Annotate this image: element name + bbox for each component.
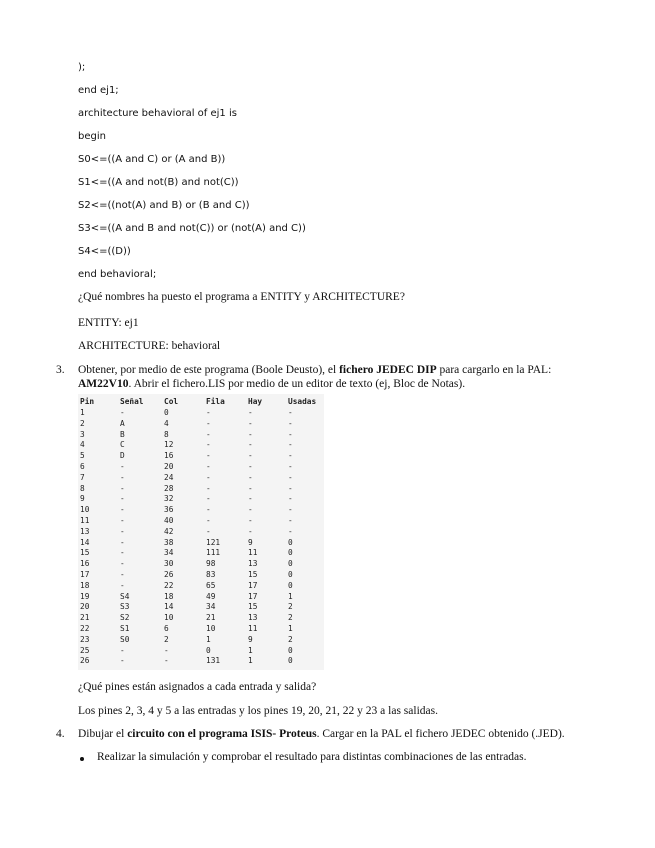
item4-bold: circuito con el programa ISIS- Proteus — [127, 728, 317, 740]
code-line: S2<=((not(A) and B) or (B and C)) — [78, 200, 250, 211]
table-cell: S2 — [120, 613, 130, 623]
table-cell: 17 — [248, 580, 258, 590]
table-cell: 0 — [288, 645, 293, 655]
code-line: S0<=((A and C) or (A and B)) — [78, 154, 226, 165]
table-cell: 40 — [164, 516, 174, 525]
table-cell: - — [248, 483, 253, 493]
code-line: S1<=((A and not(B) and not(C)) — [78, 177, 239, 188]
table-cell: 98 — [206, 559, 216, 569]
table-cell: - — [248, 418, 253, 428]
table-cell: - — [248, 516, 253, 525]
table-cell: 0 — [288, 548, 293, 558]
table-cell: - — [248, 408, 253, 417]
table-cell: - — [288, 418, 293, 428]
table-cell: - — [206, 505, 211, 515]
table-cell: S3 — [120, 602, 130, 612]
table-cell: 28 — [164, 483, 174, 493]
table-cell: 6 — [164, 624, 169, 633]
item3-text-b: para cargarlo en la PAL: — [436, 364, 552, 376]
table-cell: - — [120, 570, 125, 579]
table-cell: - — [120, 494, 125, 504]
table-cell: 38 — [164, 537, 174, 547]
table-cell: S0 — [120, 634, 130, 644]
table-cell: - — [120, 580, 125, 590]
table-cell: 9 — [248, 537, 253, 547]
item4-line — [78, 728, 565, 740]
table-cell: 83 — [206, 570, 216, 579]
item3-text-a: Obtener, por medio de este programa (Boole Deusto), el — [78, 364, 340, 376]
table-cell: - — [248, 429, 253, 439]
table-cell: - — [206, 462, 211, 471]
table-cell: 21 — [80, 613, 90, 623]
item3-line2 — [78, 378, 465, 390]
table-cell: - — [288, 451, 293, 461]
table-cell: 1 — [288, 624, 293, 633]
table-cell: - — [120, 472, 125, 482]
code-line: ); — [78, 62, 86, 73]
table-cell: - — [120, 548, 125, 558]
table-cell: 20 — [80, 602, 90, 612]
table-cell: 22 — [80, 624, 90, 633]
code-line: architecture behavioral of ej1 is — [78, 108, 237, 119]
table-cell: - — [120, 462, 125, 471]
bullet-dot — [80, 757, 84, 761]
table-cell: - — [288, 440, 293, 450]
table-cell: 65 — [206, 580, 216, 590]
question-entity: ¿Qué nombres ha puesto el programa a ENTITY y ARCHITECTURE? — [78, 291, 405, 303]
table-cell: 121 — [206, 537, 221, 547]
table-cell: - — [288, 408, 293, 417]
item3-bold-device: AM22V10 — [78, 378, 129, 390]
table-cell: 13 — [248, 559, 258, 569]
table-cell: 14 — [80, 537, 90, 547]
table-cell: 18 — [164, 591, 174, 601]
table-cell: S4 — [120, 591, 130, 601]
item-number: 3. — [56, 364, 65, 376]
table-cell: 17 — [80, 570, 90, 579]
table-cell: 20 — [164, 462, 174, 471]
table-cell: 30 — [164, 559, 174, 569]
table-cell: 12 — [164, 440, 174, 450]
table-cell: 111 — [206, 548, 221, 558]
table-cell: - — [206, 418, 211, 428]
table-cell: - — [288, 472, 293, 482]
table-cell: 18 — [80, 580, 90, 590]
table-cell: 1 — [288, 591, 293, 601]
table-cell: 2 — [164, 634, 169, 644]
table-cell: 0 — [206, 645, 211, 655]
table-cell: 14 — [164, 602, 174, 612]
header-cell: Señal — [120, 397, 144, 406]
table-cell: - — [206, 429, 211, 439]
table-cell: - — [120, 483, 125, 493]
header-cell: Usadas — [288, 397, 317, 406]
table-cell: - — [288, 516, 293, 525]
code-line: S3<=((A and B and not(C)) or (not(A) and C)) — [78, 223, 306, 234]
table-cell: D — [120, 451, 125, 461]
table-cell: 15 — [248, 602, 258, 612]
table-cell: 24 — [164, 472, 174, 482]
code-line: begin — [78, 131, 106, 142]
item3-line1 — [78, 364, 551, 376]
table-cell: 11 — [248, 548, 258, 558]
item4-text-a: Dibujar el — [78, 728, 128, 740]
table-cell: 4 — [80, 440, 85, 450]
table-cell: - — [206, 526, 211, 536]
table-cell: 11 — [80, 516, 90, 525]
table-cell: - — [120, 656, 125, 666]
item4-text-b: . Cargar en la PAL el fichero JEDEC obtenido (.JED). — [316, 728, 565, 740]
table-cell: - — [248, 526, 253, 536]
table-cell: 0 — [288, 559, 293, 569]
table-cell: 9 — [80, 494, 85, 504]
table-cell: C — [120, 440, 125, 450]
table-cell: 22 — [164, 580, 174, 590]
table-cell: A — [120, 418, 125, 428]
table-cell: 1 — [80, 408, 85, 417]
table-cell: - — [248, 440, 253, 450]
table-cell: 16 — [164, 451, 174, 461]
table-cell: 7 — [80, 472, 85, 482]
table-cell: 6 — [80, 462, 85, 471]
table-cell: 26 — [80, 656, 90, 666]
table-cell: 13 — [80, 526, 90, 536]
table-cell: 131 — [206, 656, 221, 666]
table-cell: - — [288, 462, 293, 471]
table-cell: 15 — [80, 548, 90, 558]
table-cell: 42 — [164, 526, 174, 536]
table-cell: - — [248, 494, 253, 504]
table-cell: 0 — [288, 656, 293, 666]
table-cell: 5 — [80, 451, 85, 461]
table-cell: - — [206, 483, 211, 493]
header-cell: Col — [164, 397, 179, 406]
pin-table — [78, 394, 324, 670]
table-cell: 25 — [80, 645, 90, 655]
table-cell: 19 — [80, 591, 90, 601]
table-cell: 17 — [248, 591, 258, 601]
table-cell: - — [206, 494, 211, 504]
table-cell: 10 — [164, 613, 174, 623]
table-cell: - — [206, 408, 211, 417]
table-cell: - — [248, 462, 253, 471]
table-cell: 0 — [288, 580, 293, 590]
table-cell: - — [120, 408, 125, 417]
answer-architecture: ARCHITECTURE: behavioral — [78, 340, 221, 352]
code-line: end behavioral; — [78, 269, 157, 280]
table-cell: 0 — [288, 570, 293, 579]
table-cell: 2 — [80, 418, 85, 428]
question-pins: ¿Qué pines están asignados a cada entrada y salida? — [78, 681, 317, 693]
table-cell: 34 — [206, 602, 216, 612]
code-line: end ej1; — [78, 85, 119, 96]
table-cell: 13 — [248, 613, 258, 623]
table-cell: 26 — [164, 570, 174, 579]
table-cell: 11 — [248, 624, 258, 633]
header-cell: Hay — [248, 397, 263, 406]
table-cell: - — [248, 472, 253, 482]
table-cell: 8 — [164, 429, 169, 439]
table-cell: 9 — [248, 634, 253, 644]
table-cell: 10 — [206, 624, 216, 633]
table-cell: 2 — [288, 634, 293, 644]
table-cell: - — [288, 526, 293, 536]
table-cell: 0 — [164, 408, 169, 417]
table-cell: 10 — [80, 505, 90, 515]
header-cell: Pin — [80, 397, 95, 406]
table-cell: - — [120, 537, 125, 547]
item3-text-c: . Abrir el fichero.LIS por medio de un editor de texto (ej, Bloc de Notas). — [128, 378, 466, 390]
item-number: 4. — [56, 728, 65, 740]
table-cell: 16 — [80, 559, 90, 569]
table-cell: B — [120, 429, 125, 439]
table-cell: - — [120, 516, 125, 525]
table-cell: - — [206, 516, 211, 525]
table-cell: 3 — [80, 429, 85, 439]
bullet-text: Realizar la simulación y comprobar el resultado para distintas combinaciones de las entradas. — [97, 751, 527, 763]
table-cell: 4 — [164, 418, 169, 428]
table-cell: 32 — [164, 494, 174, 504]
table-cell: - — [120, 526, 125, 536]
table-cell: - — [164, 645, 169, 655]
table-cell: - — [288, 505, 293, 515]
table-cell: 0 — [288, 537, 293, 547]
table-cell: - — [288, 429, 293, 439]
table-cell: - — [206, 472, 211, 482]
table-cell: - — [248, 451, 253, 461]
table-cell: 34 — [164, 548, 174, 558]
answer-pins: Los pines 2, 3, 4 y 5 a las entradas y los pines 19, 20, 21, 22 y 23 a las salidas. — [78, 705, 438, 717]
table-cell: 1 — [248, 656, 253, 666]
table-cell: - — [164, 656, 169, 666]
table-cell: - — [288, 483, 293, 493]
table-cell: - — [120, 645, 125, 655]
table-cell: 15 — [248, 570, 258, 579]
table-cell: - — [120, 505, 125, 515]
table-cell: - — [248, 505, 253, 515]
table-cell: 1 — [206, 634, 211, 644]
table-cell: 1 — [248, 645, 253, 655]
table-cell: S1 — [120, 624, 130, 633]
item3-bold-jedec: fichero JEDEC DIP — [339, 364, 437, 376]
table-cell: 49 — [206, 591, 216, 601]
table-cell: 8 — [80, 483, 85, 493]
table-cell: - — [120, 559, 125, 569]
table-cell: 2 — [288, 602, 293, 612]
table-cell: 23 — [80, 634, 90, 644]
table-cell: - — [288, 494, 293, 504]
table-cell: 36 — [164, 505, 174, 515]
table-cell: 21 — [206, 613, 216, 623]
table-cell: - — [206, 440, 211, 450]
answer-entity: ENTITY: ej1 — [78, 317, 139, 329]
code-line: S4<=((D)) — [78, 246, 131, 257]
table-cell: - — [206, 451, 211, 461]
header-cell: Fila — [206, 397, 225, 406]
table-cell: 2 — [288, 613, 293, 623]
